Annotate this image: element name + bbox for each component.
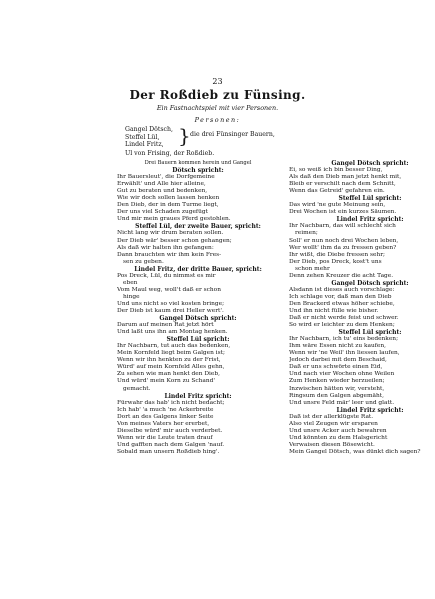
verse-line: Darum auf meinen Rat jetzt hört bbox=[117, 322, 214, 329]
verse-line: Und uns nicht so viel kosten bringe; bbox=[117, 300, 225, 307]
verse-line: Wenn wir die Leute traten drauf bbox=[117, 434, 213, 441]
verse-line: Bleib er verschilt nach dem Schnitt, bbox=[289, 181, 396, 188]
verse-line: Und unsre Feld mär' leer und glatt. bbox=[289, 399, 395, 406]
verse-line: Dieselbe würd' mir auch verderbet. bbox=[117, 427, 223, 434]
verse-line: Verwaisen diesen Bösewicht. bbox=[289, 441, 375, 448]
verse-line: Nicht lang wir drum beraten sollen. bbox=[117, 230, 224, 237]
verse-line: sen zu geben. bbox=[123, 258, 164, 265]
verse-line: Wenn wir 'ne Weil' ihn liessen laufen, bbox=[289, 350, 400, 357]
verse-line: Inzwischen hätten wir, versteht, bbox=[289, 385, 385, 392]
speaker-heading: Lindel Fritz spricht: bbox=[336, 216, 404, 224]
verse-line: Der Dieb ist kaum drei Heller wert'. bbox=[117, 307, 224, 314]
verse-line: Und laßt uns ihn am Montag henken. bbox=[117, 329, 228, 336]
speaker-heading: Gangel Dötsch spricht: bbox=[331, 279, 409, 287]
verse-line: Der uns viel Schaden zugefügt bbox=[117, 209, 208, 216]
verse-line: Daß er uns schwörte einen Eid, bbox=[289, 364, 383, 371]
speaker-heading: Steffel Lül, der zweite Bauer, spricht: bbox=[135, 223, 261, 231]
verse-line: eben bbox=[123, 279, 138, 286]
verse-line: Pos Dreck, Lül, du nimmst es mir bbox=[117, 272, 216, 279]
speaker-heading: Steffel Lül spricht: bbox=[166, 336, 230, 344]
verse-line: Der Dieb, pos Dreck, kost't uns bbox=[289, 258, 382, 265]
verse-line: Und gafften nach dem Galgen 'nauf. bbox=[117, 441, 225, 448]
verse-line: Also viel Zeugen wir ersparen bbox=[289, 420, 378, 427]
verse-line: Ich schlage vor, daß man den Dieb bbox=[289, 293, 392, 300]
verse-line: Daß ist der allerklügste Rat. bbox=[289, 413, 374, 420]
verse-line: Dort an des Galgens linker Seite bbox=[117, 413, 214, 420]
verse-line: Ihr wißt, die Diebe fressen sehr; bbox=[289, 251, 386, 258]
page-title: Der Roßdieb zu Fünsing. bbox=[129, 88, 306, 102]
verse-line: Dann brauchten wir ihm kein Fres- bbox=[117, 251, 222, 258]
verse-line: Vom Maul weg, woll't daß er schon bbox=[117, 286, 221, 293]
verse-line: Als daß den Dieb man jetzt henkt mit, bbox=[289, 174, 402, 181]
verse-line: Wer wollt' ihm da zu fressen geben? bbox=[289, 244, 397, 251]
page-number: 23 bbox=[212, 77, 223, 86]
verse-line: Ei, so weiß ich bin besser Ding, bbox=[289, 167, 383, 174]
verse-line: Den Brackerd etwas höher schiebe, bbox=[289, 300, 395, 307]
verse-line: Und nach vier Wochen ohne Weilen bbox=[289, 371, 395, 378]
verse-line: hinge bbox=[123, 293, 140, 300]
verse-line: Mein Gangel Dötsch, was dünkt dich sagen? bbox=[289, 448, 421, 455]
speaker-heading: Gangel Dötsch spricht: bbox=[159, 315, 237, 323]
verse-line: Und mir mein graues Pferd gestohlen. bbox=[117, 216, 231, 223]
verse-line: Zum Henken wieder herzueilen; bbox=[289, 378, 385, 385]
verse-line: Sobald man unsern Roßdieb hing'. bbox=[117, 448, 220, 455]
verse-line: Soll' er nun noch drei Wochen leben, bbox=[289, 237, 399, 244]
verse-line: Von meines Vaters her ererbet, bbox=[117, 420, 210, 427]
cast-group-description: die drei Fünsinger Bauern, bbox=[190, 131, 275, 138]
left-text-column bbox=[117, 160, 279, 456]
verse-line: Und unsre Äcker auch bewahren bbox=[289, 427, 387, 434]
cast-last-entry: Ul von Frising, der Roßdieb. bbox=[125, 150, 215, 157]
verse-line: Ihr Nachbarn, das will schlecht sich bbox=[289, 223, 396, 230]
verse-line: So wird er leichter zu dem Henken; bbox=[289, 322, 395, 329]
verse-line: Ihm wäre Essen nicht zu kaufen, bbox=[289, 343, 387, 350]
verse-line: Drei Wochen ist ein kurzes Säumen. bbox=[289, 209, 397, 216]
subtitle: Ein Fastnachtspiel mit vier Personen. bbox=[156, 104, 279, 112]
verse-line: Würd' auf mein Kornfeld Alles gehn, bbox=[117, 364, 225, 371]
verse-line: Als daß wir halten ihn gefangen: bbox=[117, 244, 214, 251]
speaker-heading: Lindel Fritz spricht: bbox=[164, 392, 232, 400]
cast-name: Steffel Lül, bbox=[125, 133, 160, 141]
speaker-heading: Lindel Fritz spricht: bbox=[336, 406, 404, 414]
verse-line: Wenn das Getreid' gefahren ein. bbox=[289, 188, 385, 195]
verse-line: Daß er nicht werde feist und schwer. bbox=[289, 315, 399, 322]
cast-names bbox=[125, 126, 173, 149]
verse-line: Denn zehen Kreuzer die acht Tage. bbox=[289, 272, 394, 279]
speaker-heading: Gangel Dötsch spricht: bbox=[331, 160, 409, 167]
verse-line: Ihr Bauersleut', die Dorfgemeine bbox=[117, 174, 215, 181]
verse-line: Alsdann ist dieses auch vorschlage: bbox=[289, 286, 395, 293]
verse-line: Den Dieb, der in dem Turme liegt, bbox=[117, 202, 219, 209]
verse-line: Erwählt' und Alle hier alleine, bbox=[117, 181, 206, 188]
speaker-heading: Dötsch spricht: bbox=[172, 167, 224, 175]
verse-line: Und würd' mein Korn zu Schand' bbox=[117, 378, 216, 385]
verse-line: Ihr Nachbarn, tut auch das bedenken, bbox=[117, 343, 231, 350]
verse-line: Und könnten zu dem Halsgericht bbox=[289, 434, 388, 441]
verse-line: Zu sehen wie man henkt den Dieb, bbox=[117, 371, 220, 378]
stage-direction: Drei Bauern kommen herein und Gangel bbox=[144, 160, 252, 166]
verse-line: reimen; bbox=[295, 230, 318, 237]
verse-line: Ringsum den Galgen abgemäht, bbox=[289, 392, 385, 399]
speaker-heading: Steffel Lül spricht: bbox=[338, 329, 402, 337]
verse-line: gemacht. bbox=[123, 385, 151, 392]
verse-line: Ihr Nachbarn, ich tu' eins bedenken; bbox=[289, 336, 399, 343]
verse-line: Wenn wir ihn henkten zu der Frist, bbox=[117, 357, 221, 364]
verse-line: Der Dieb wär' besser schon gehangen; bbox=[117, 237, 232, 244]
verse-line: Das wird 'ne gute Meinung sein, bbox=[289, 202, 386, 209]
verse-line: Ich hab' 'a much 'ne Ackerbreite bbox=[117, 406, 214, 413]
verse-line: Wie wir doch sollen lassen henken bbox=[117, 195, 220, 202]
personen-heading: Personen: bbox=[194, 116, 241, 124]
speaker-heading: Steffel Lül spricht: bbox=[338, 195, 402, 203]
verse-line: Und ihn nicht fülle wie bisher. bbox=[289, 307, 379, 314]
cast-name: Lindel Fritz, bbox=[125, 141, 164, 149]
cast-name: Gangel Dötsch, bbox=[125, 126, 173, 133]
cast-brace: } bbox=[178, 124, 191, 148]
verse-line: Mein Kornfeld liegt beim Galgen ist; bbox=[117, 350, 225, 357]
speaker-heading: Lindel Fritz, der dritte Bauer, spricht: bbox=[134, 265, 262, 273]
verse-line: schon mehr bbox=[295, 265, 330, 272]
verse-line: Gut zu beraten und bedenken, bbox=[117, 188, 208, 195]
verse-line: Fürwahr das hab' ich nicht bedacht; bbox=[117, 399, 225, 406]
verse-line: Jedoch darbei mit dem Beschaid, bbox=[289, 357, 387, 364]
right-text-column bbox=[289, 160, 435, 456]
